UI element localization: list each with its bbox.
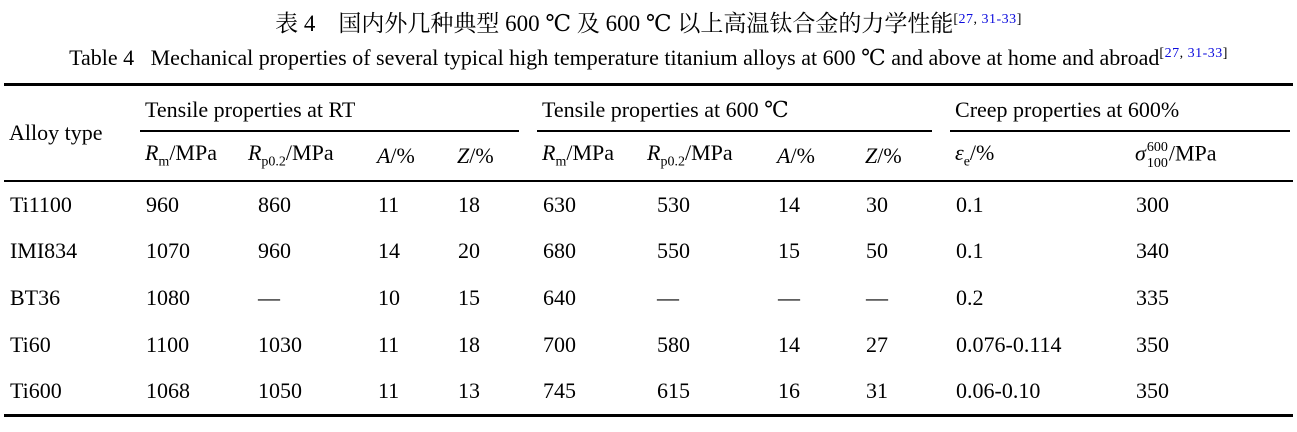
value-cell: 14	[377, 238, 400, 264]
col-header-a-600: A/%	[772, 132, 860, 181]
value-cell: 615	[657, 378, 691, 404]
table-caption-en	[0, 43, 1297, 74]
value-cell: —	[257, 285, 280, 311]
value-cell: 1068	[145, 378, 190, 404]
value-cell: 530	[657, 191, 691, 217]
value-cell: —	[778, 285, 801, 311]
value-cell: 11	[377, 378, 400, 404]
table-row	[4, 369, 1293, 416]
value-cell: 340	[1136, 238, 1170, 264]
value-cell: 860	[257, 191, 291, 217]
value-cell: —	[657, 285, 680, 311]
group-header-tensile-rt: Tensile properties at RT	[140, 85, 537, 132]
alloy-name-cell: Ti1100	[9, 191, 72, 217]
value-cell: 680	[543, 238, 577, 264]
value-cell: 20	[457, 238, 480, 264]
ref-separator: ,	[973, 12, 982, 27]
table-row	[4, 322, 1293, 369]
ref-bracket: ]	[1222, 46, 1228, 62]
col-header-z-600: Z/%	[860, 132, 950, 181]
col-header-a-rt: A/%	[372, 132, 452, 181]
value-cell: 1050	[257, 378, 302, 404]
value-cell: 1070	[145, 238, 190, 264]
reference-superscript-en[interactable]	[1159, 46, 1228, 61]
value-cell: 11	[377, 332, 400, 358]
alloy-type-header: Alloy type	[4, 85, 140, 181]
value-cell: 960	[257, 238, 291, 264]
mechanical-properties-table	[4, 83, 1293, 417]
value-cell: 18	[457, 191, 480, 217]
value-cell: 350	[1136, 378, 1170, 404]
value-cell: 27	[866, 332, 889, 358]
value-cell: 550	[657, 238, 691, 264]
value-cell: 0.076-0.114	[956, 332, 1062, 358]
reference-link[interactable]: 27	[1164, 46, 1180, 62]
value-cell: 13	[457, 378, 480, 404]
value-cell: 0.1	[956, 238, 984, 264]
value-cell: 580	[657, 332, 691, 358]
value-cell: 31	[866, 378, 889, 404]
col-header-epsilon: $\varepsilon_e/\%$	[950, 132, 1130, 181]
value-cell: 14	[778, 332, 801, 358]
table-row	[4, 181, 1293, 228]
value-cell: 1100	[145, 332, 190, 358]
value-cell: 14	[778, 191, 801, 217]
value-cell: 50	[866, 238, 889, 264]
table-caption-zh	[0, 7, 1297, 40]
value-cell: 0.06-0.10	[956, 378, 1041, 404]
alloy-name-cell: IMI834	[9, 238, 78, 264]
ref-separator: ,	[1179, 46, 1188, 62]
alloy-name-cell: BT36	[9, 285, 61, 311]
value-cell: 630	[543, 191, 577, 217]
value-cell: 960	[145, 191, 179, 217]
value-cell: 0.1	[956, 191, 984, 217]
col-header-rp02-600: $R_{p0.2}$/MPa	[642, 132, 772, 181]
col-header-rm-600: $R_m$/MPa	[537, 132, 642, 181]
value-cell: 335	[1136, 285, 1170, 311]
col-header-rm-rt: $R_m$/MPa	[140, 132, 243, 181]
col-header-rp02-rt: $R_{p0.2}$/MPa	[243, 132, 372, 181]
value-cell: 745	[543, 378, 577, 404]
col-header-sigma: σ 600 100 /MPa	[1130, 132, 1293, 181]
table-row	[4, 275, 1293, 322]
ref-bracket: [	[953, 12, 959, 27]
value-cell: 640	[543, 285, 577, 311]
value-cell: 30	[866, 191, 889, 217]
table-row	[4, 228, 1293, 275]
value-cell: 1030	[257, 332, 302, 358]
value-cell: —	[866, 285, 889, 311]
alloy-name-cell: Ti600	[9, 378, 62, 404]
value-cell: 350	[1136, 332, 1170, 358]
value-cell: 10	[377, 285, 400, 311]
col-header-z-rt: Z/%	[452, 132, 537, 181]
group-header-tensile-600: Tensile properties at 600 ℃	[537, 85, 950, 132]
value-cell: 11	[377, 191, 400, 217]
ref-bracket: ]	[1016, 12, 1022, 27]
value-cell: 300	[1136, 191, 1170, 217]
ref-bracket: [	[1159, 46, 1165, 62]
caption-zh-text: 表 4 国内外几种典型 600 ℃ 及 600 ℃ 以上高温钛合金的力学性能	[275, 11, 954, 36]
reference-superscript-zh[interactable]	[953, 12, 1022, 27]
group-header-creep-600: Creep properties at 600%	[950, 85, 1293, 132]
value-cell: 700	[543, 332, 577, 358]
value-cell: 18	[457, 332, 480, 358]
reference-link[interactable]: 31-33	[1187, 46, 1223, 62]
sigma-supsub: 600 100	[1146, 140, 1168, 171]
value-cell: 0.2	[956, 285, 984, 311]
caption-en-text: Table 4 Mechanical properties of several typical high temperature titanium alloys at 600 ℃ and above at home and abroad	[69, 45, 1160, 71]
value-cell: 1080	[145, 285, 190, 311]
alloy-name-cell: Ti60	[9, 332, 51, 358]
value-cell: 15	[457, 285, 480, 311]
reference-link[interactable]: 27	[958, 12, 974, 27]
value-cell: 15	[778, 238, 801, 264]
value-cell: 16	[778, 378, 801, 404]
reference-link[interactable]: 31-33	[981, 12, 1017, 27]
